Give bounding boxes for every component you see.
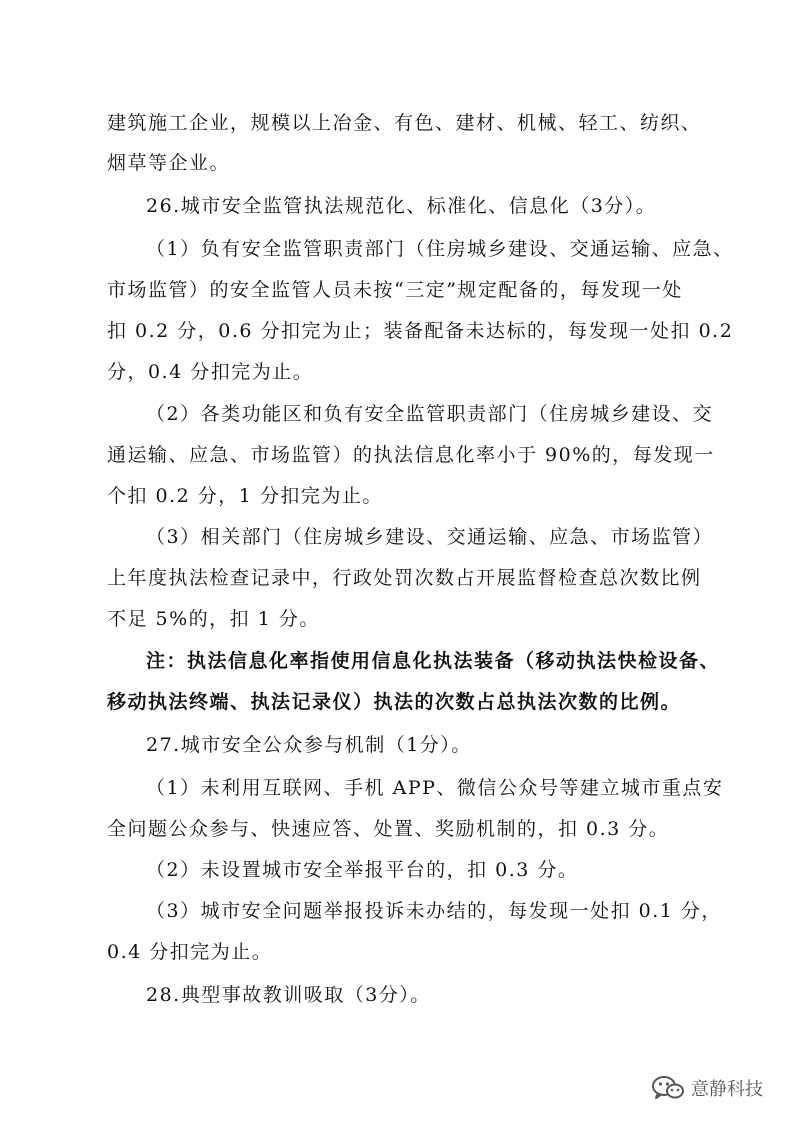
- note-line: 移动执法终端、执法记录仪）执法的次数占总执法次数的比例。: [107, 691, 682, 713]
- text-line: 市场监管）的安全监管人员未按“三定”规定配备的，每发现一处: [107, 279, 683, 301]
- text-line: 不足 5%的，扣 1 分。: [107, 608, 320, 630]
- text-line: （3）相关部门（住房城乡建设、交通运输、应急、市场监管）: [146, 526, 714, 548]
- text-line: 0.4 分扣完为止。: [107, 941, 273, 963]
- section-heading: 26.城市安全监管执法规范化、标准化、信息化（3分）。: [146, 195, 657, 217]
- watermark: [651, 1073, 763, 1103]
- watermark-text: 意静科技: [691, 1079, 763, 1100]
- text-line: （2）未设置城市安全举报平台的，扣 0.3 分。: [146, 859, 579, 881]
- text-line: （1）未利用互联网、手机 APP、微信公众号等建立城市重点安: [146, 777, 724, 799]
- text-line: 分，0.4 分扣完为止。: [107, 361, 314, 383]
- section-heading: 27.城市安全公众参与机制（1分）。: [146, 734, 472, 756]
- text-line: （1）负有安全监管职责部门（住房城乡建设、交通运输、应急、: [146, 238, 734, 260]
- text-line: 个扣 0.2 分，1 分扣完为止。: [107, 485, 383, 507]
- text-line: 建筑施工企业，规模以上冶金、有色、建材、机械、轻工、纺织、: [107, 112, 702, 134]
- text-line: （2）各类功能区和负有安全监管职责部门（住房城乡建设、交: [146, 403, 714, 425]
- wechat-icon: [651, 1075, 685, 1101]
- text-line: 扣 0.2 分，0.6 分扣完为止；装备配备未达标的，每发现一处扣 0.2: [107, 320, 734, 342]
- section-heading: 28.典型事故教训吸取（3分）。: [146, 984, 431, 1006]
- note-line: 注：执法信息化率指使用信息化执法装备（移动执法快检设备、: [146, 650, 721, 672]
- text-line: 烟草等企业。: [107, 152, 231, 174]
- text-line: 上年度执法检查记录中，行政处罚次数占开展监督检查总次数比例: [107, 567, 702, 589]
- text-line: 通运输、应急、市场监管）的执法信息化率小于 90%的，每发现一: [107, 444, 715, 466]
- text-line: （3）城市安全问题举报投诉未办结的，每发现一处扣 0.1 分，: [146, 900, 722, 922]
- text-line: 全问题公众参与、快速应答、处置、奖励机制的，扣 0.3 分。: [107, 818, 670, 840]
